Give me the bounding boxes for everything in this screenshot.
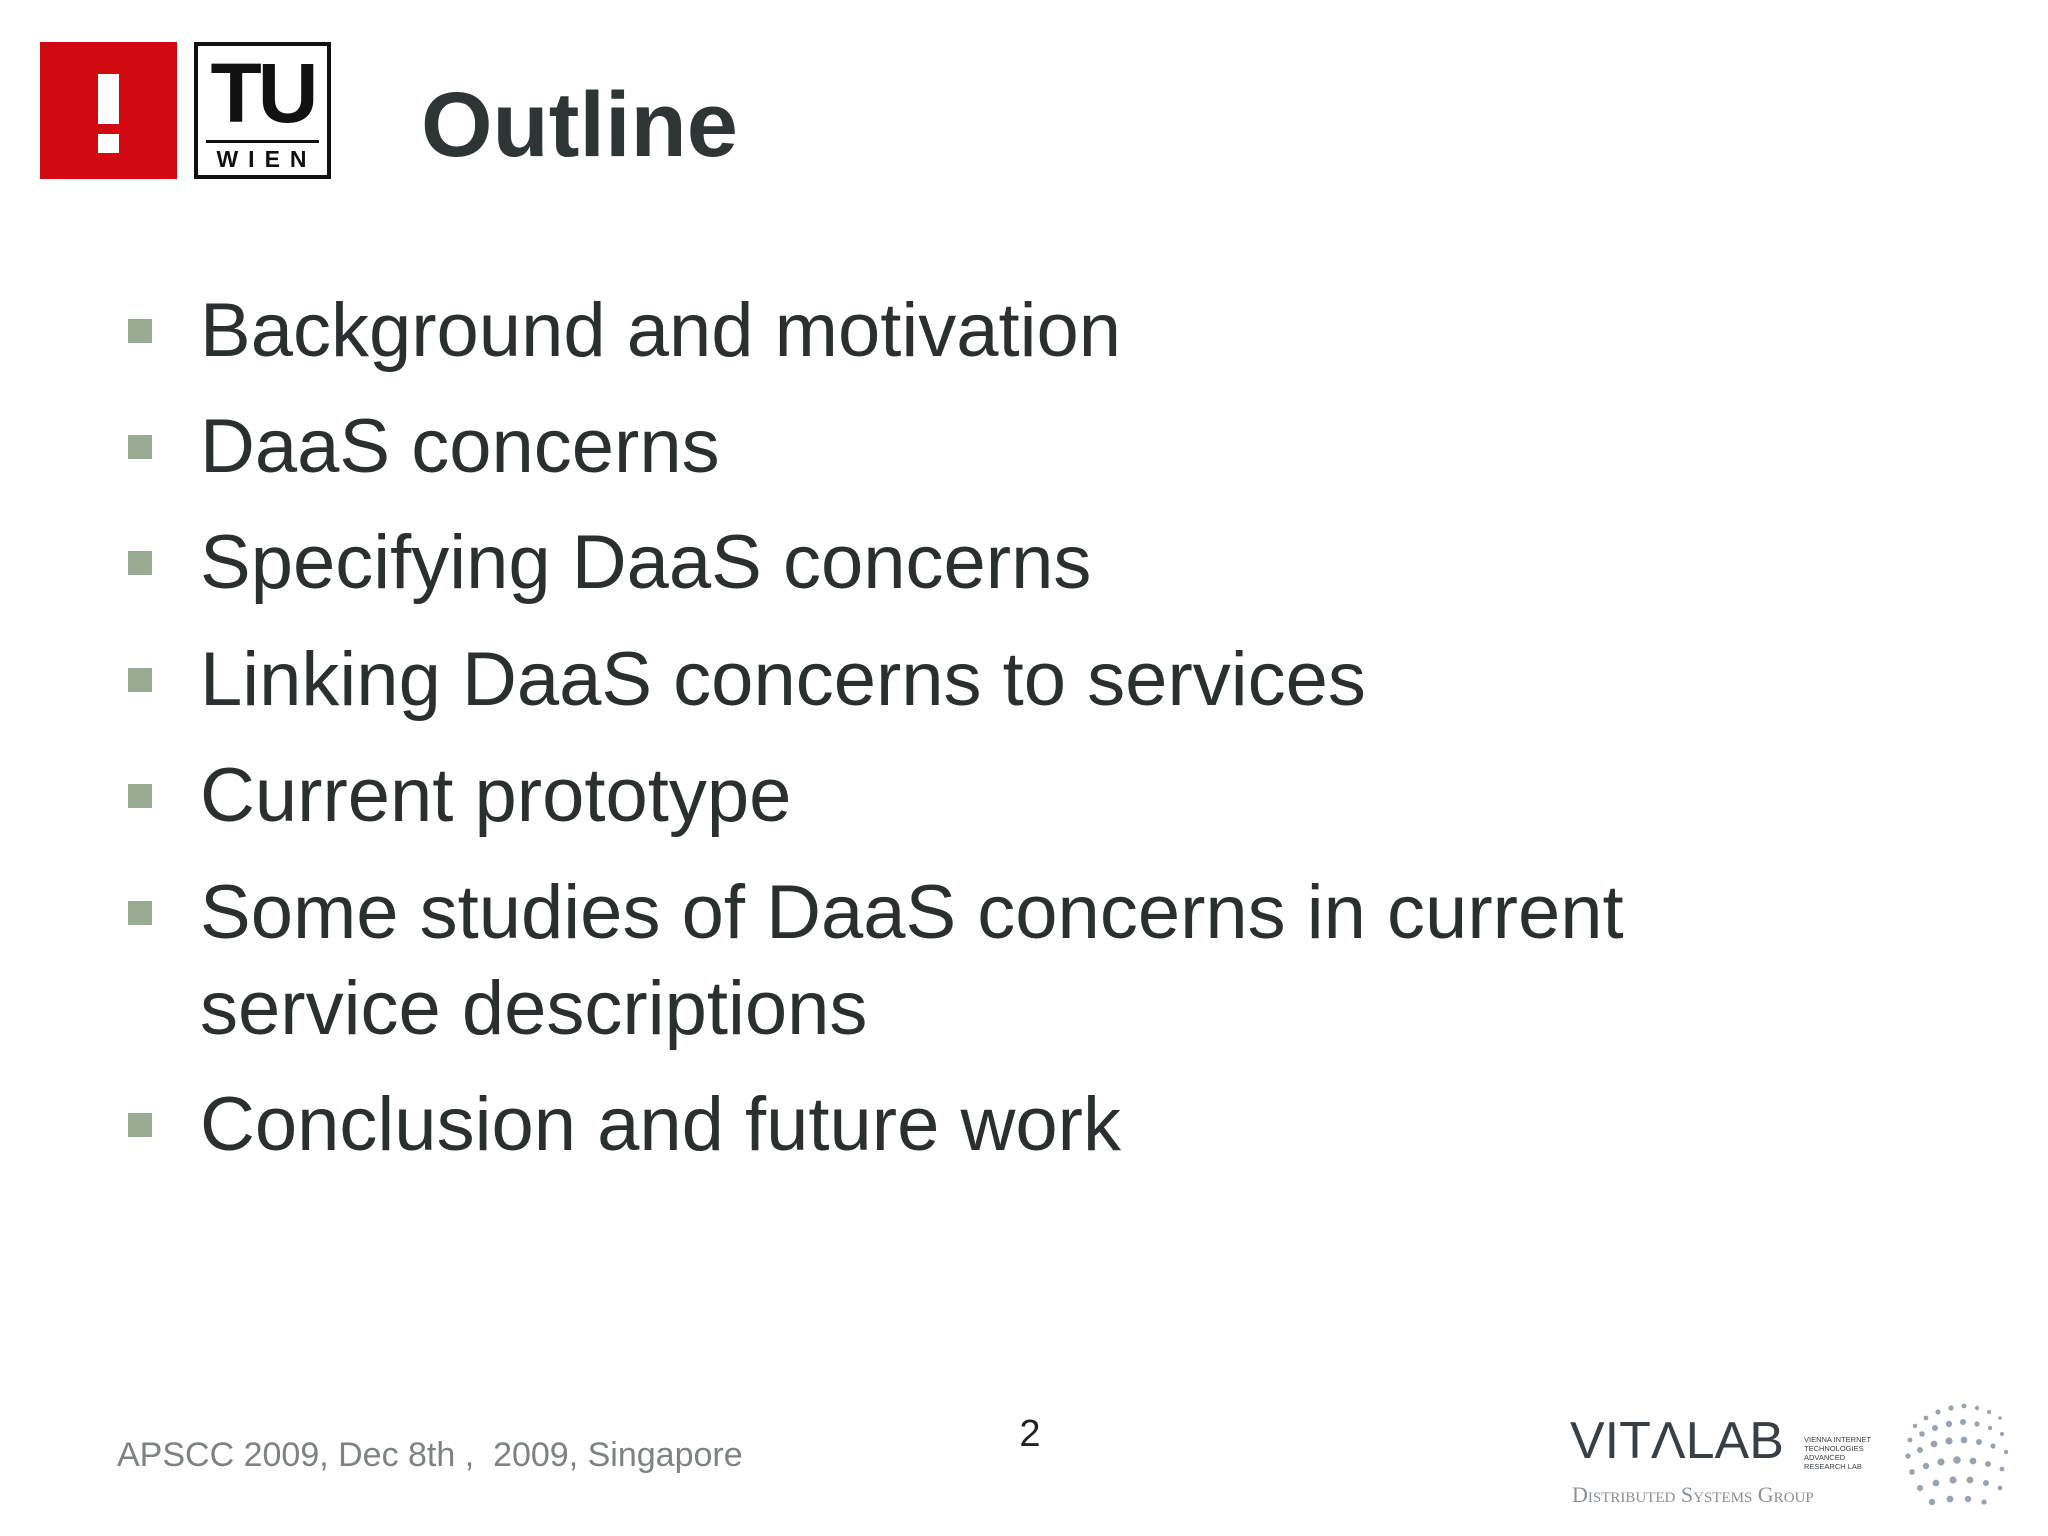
logo-tu-text: TU — [210, 46, 315, 140]
page-number: 2 — [1019, 1413, 1041, 1455]
outline-item-text: Specifying DaaS concerns — [200, 520, 1092, 605]
footer-conference-text: APSCC 2009, Dec 8th , 2009, Singapore — [117, 1436, 743, 1474]
vitalab-tagline-line: VIENNA INTERNET — [1804, 1435, 1872, 1444]
outline-item-text: Current prototype — [200, 753, 792, 838]
vitalab-wordmark: VITΛLAB — [1570, 1412, 1784, 1470]
bullet-square-icon — [128, 435, 152, 459]
outline-item-text: Conclusion and future work — [200, 1082, 1121, 1167]
bullet-square-icon — [128, 551, 152, 575]
vitalab-tagline-line: ADVANCED — [1804, 1453, 1846, 1462]
vitalab-tagline-line: RESEARCH LAB — [1804, 1462, 1862, 1471]
vitalab-logo — [1570, 1396, 2020, 1526]
bullet-square-icon — [128, 319, 152, 343]
outline-item-text: Background and motivation — [200, 288, 1122, 373]
vitalab-dot-swirl-icon — [1905, 1404, 2008, 1506]
slide-title: Outline — [421, 74, 738, 176]
bullet-square-icon — [128, 1113, 152, 1137]
outline-item-text: DaaS concerns — [200, 404, 720, 489]
outline-item-text-continuation: service descriptions — [200, 966, 868, 1051]
vitalab-group-name: Distributed Systems Group — [1572, 1482, 1814, 1507]
bullet-square-icon — [128, 668, 152, 692]
tu-wien-exclamation-logo — [40, 42, 177, 179]
logo-wien-text: WIEN — [216, 146, 317, 172]
bullet-square-icon — [128, 784, 152, 808]
vitalab-tagline-line: TECHNOLOGIES — [1804, 1444, 1864, 1453]
exclamation-dot — [98, 134, 119, 153]
vitalab-tagline — [1804, 1435, 1872, 1471]
outline-item-text: Linking DaaS concerns to services — [200, 637, 1366, 722]
logo-rule — [206, 140, 319, 143]
outline-item-text: Some studies of DaaS concerns in current — [200, 870, 1624, 955]
bullet-square-icon — [128, 901, 152, 925]
tu-wien-wordmark-logo — [194, 42, 331, 179]
exclamation-bar — [98, 74, 119, 124]
